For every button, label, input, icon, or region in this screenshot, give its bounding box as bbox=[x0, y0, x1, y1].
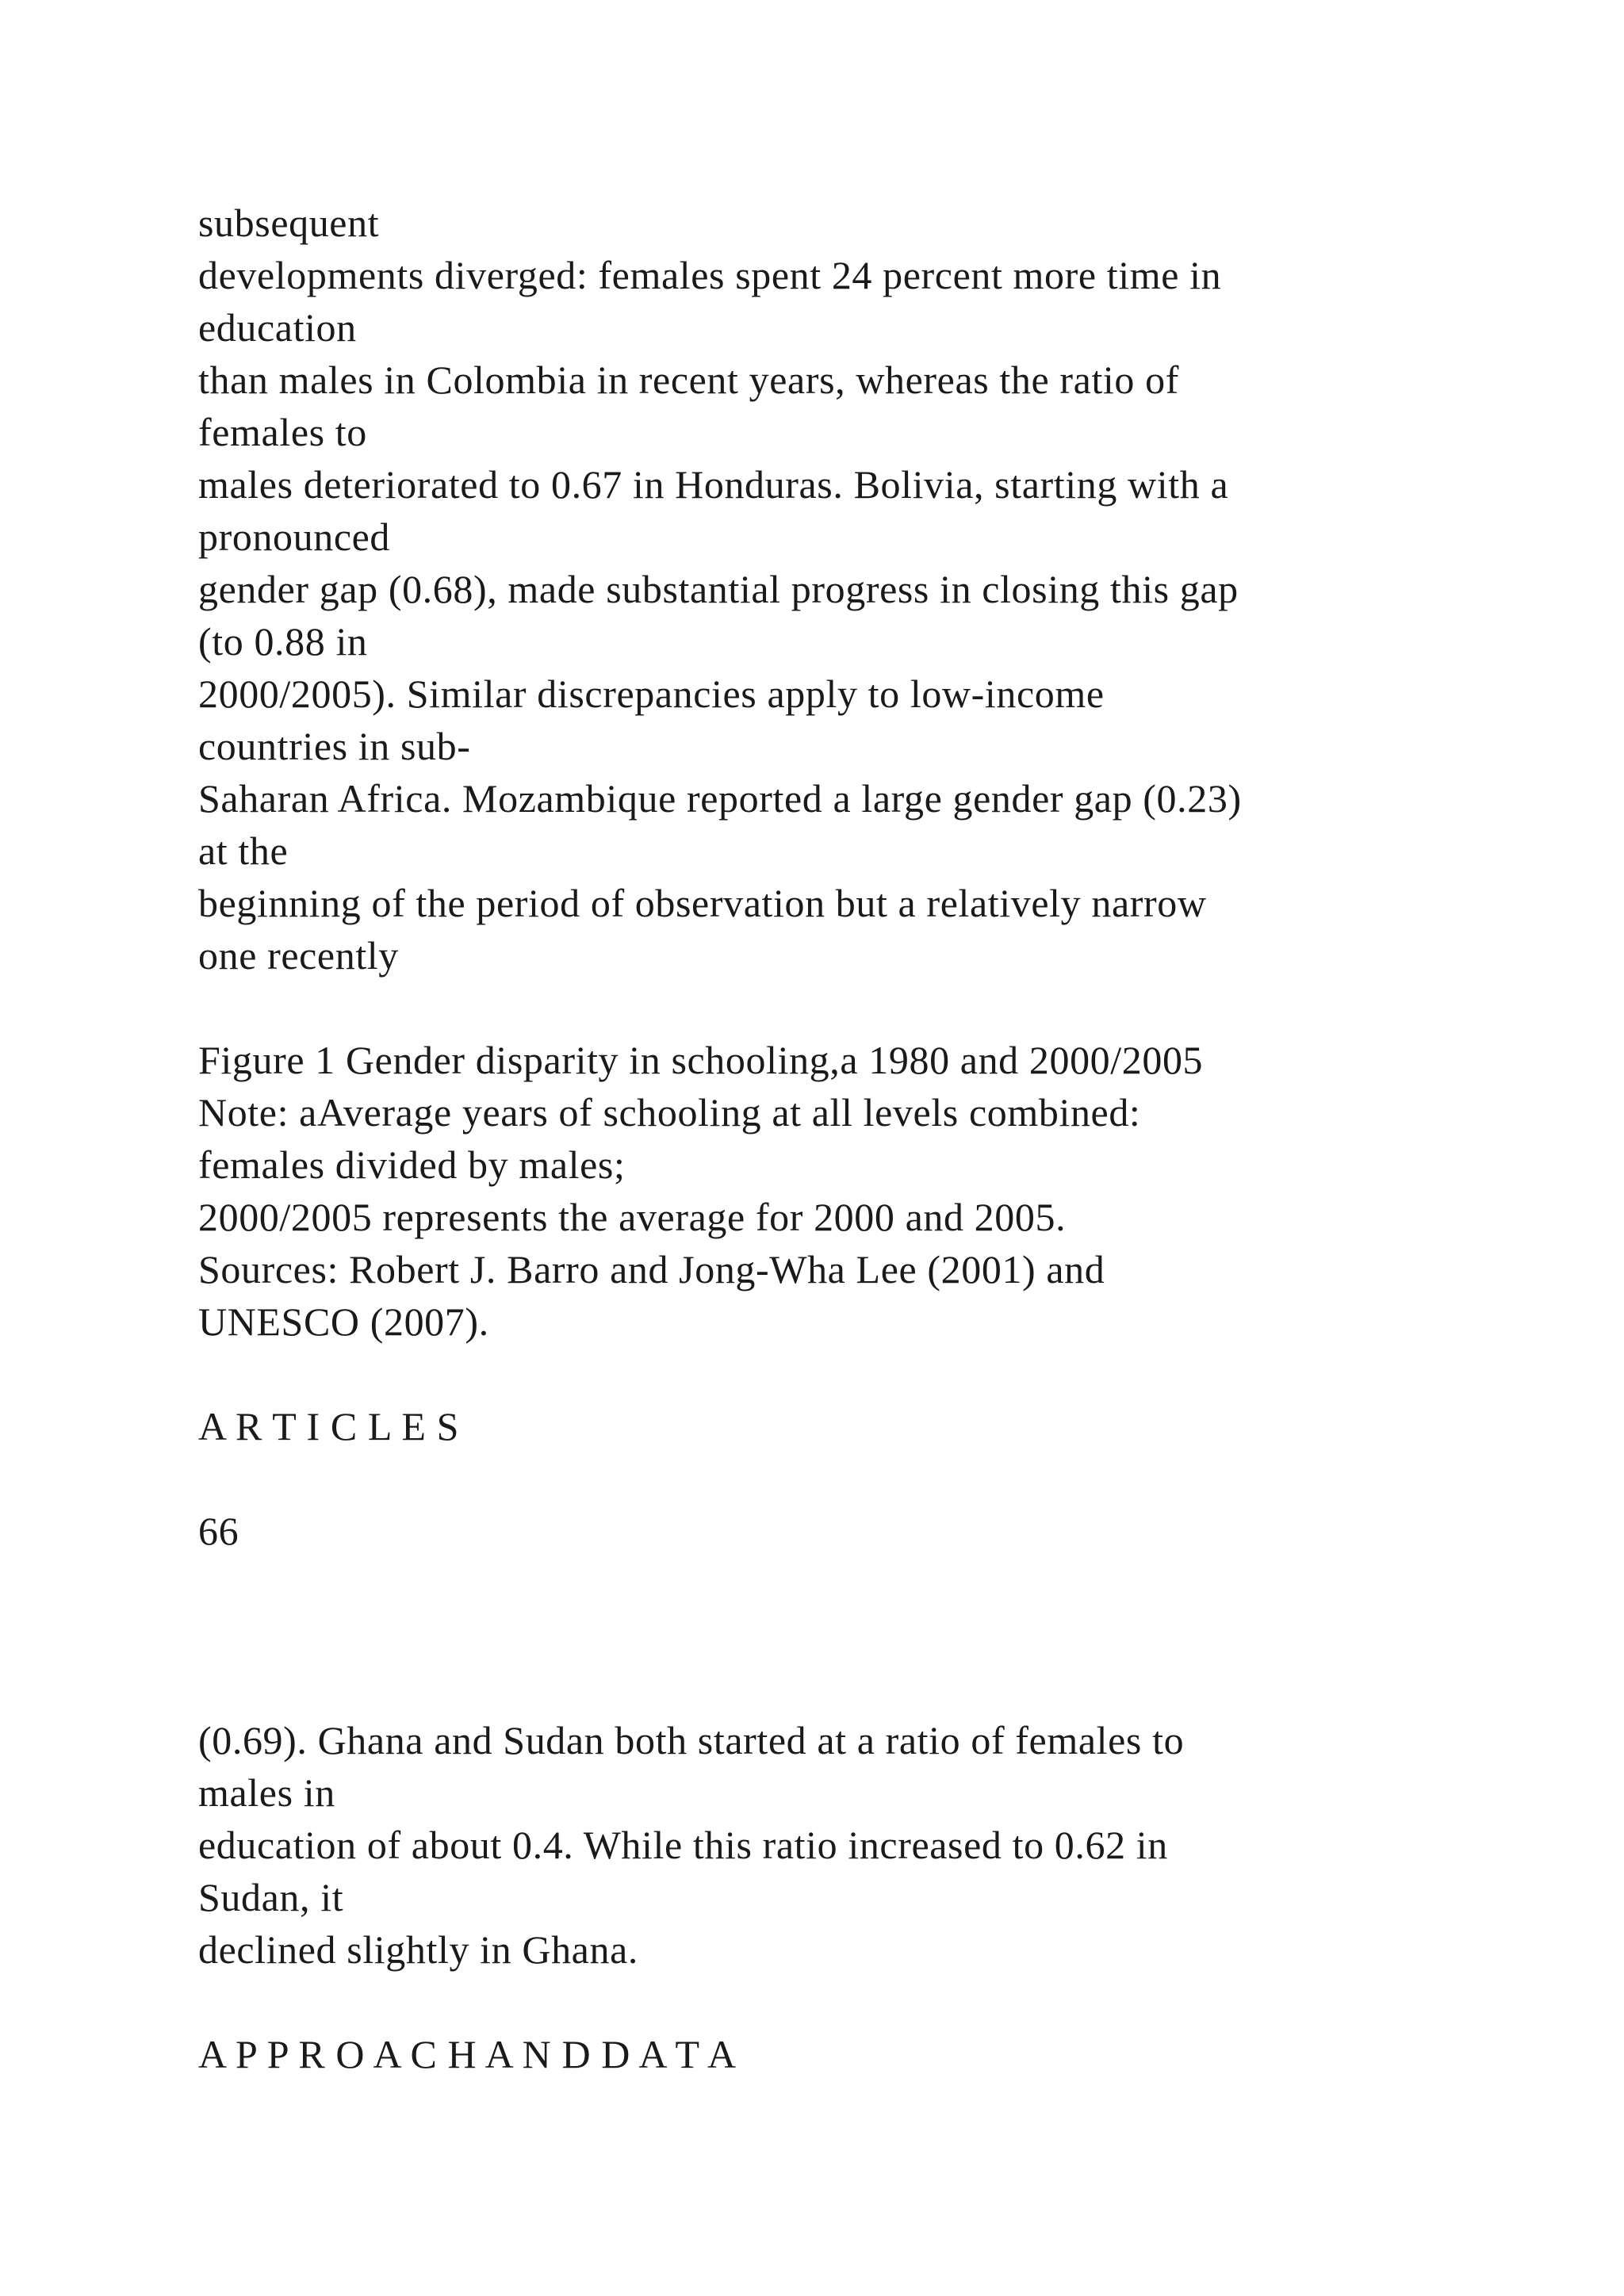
figure-caption: Figure 1 Gender disparity in schooling,a 1980 and 2000/2005 bbox=[198, 1038, 1204, 1082]
text-line: females to bbox=[198, 410, 367, 454]
text-line: 2000/2005). Similar discrepancies apply to low-income bbox=[198, 672, 1105, 716]
blank-line bbox=[198, 982, 1507, 1034]
text-line: at the bbox=[198, 828, 289, 873]
paragraph-2 bbox=[198, 1714, 1507, 1976]
text-line: gender gap (0.68), made substantial progress in closing this gap bbox=[198, 567, 1239, 611]
figure-sources-line: Sources: Robert J. Barro and Jong-Wha Lee (2001) and bbox=[198, 1247, 1105, 1292]
text-line: declined slightly in Ghana. bbox=[198, 1927, 638, 1972]
text-line: males in bbox=[198, 1770, 335, 1815]
figure-caption-block bbox=[198, 1034, 1507, 1348]
figure-sources-line: UNESCO (2007). bbox=[198, 1299, 489, 1344]
text-line: (0.69). Ghana and Sudan both started at a ratio of females to bbox=[198, 1718, 1185, 1762]
text-line: than males in Colombia in recent years, whereas the ratio of bbox=[198, 358, 1179, 402]
blank-space bbox=[198, 1557, 1507, 1714]
figure-note-line: 2000/2005 represents the average for 2000 and 2005. bbox=[198, 1195, 1067, 1239]
figure-note-line: females divided by males; bbox=[198, 1142, 626, 1187]
text-line: Sudan, it bbox=[198, 1875, 344, 1919]
section-heading: A P P R O A C H A N D D A T A bbox=[198, 2032, 737, 2076]
text-line: males deteriorated to 0.67 in Honduras. Bolivia, starting with a bbox=[198, 462, 1229, 507]
text-line: Saharan Africa. Mozambique reported a large gender gap (0.23) bbox=[198, 776, 1242, 821]
page-number: 66 bbox=[198, 1509, 239, 1553]
blank-line bbox=[198, 1976, 1507, 2028]
text-line: (to 0.88 in bbox=[198, 619, 368, 664]
figure-note-line: Note: aAverage years of schooling at all levels combined: bbox=[198, 1090, 1141, 1135]
text-line: countries in sub- bbox=[198, 724, 471, 768]
text-line: developments diverged: females spent 24 percent more time in bbox=[198, 253, 1222, 297]
blank-line bbox=[198, 1348, 1507, 1400]
document-page bbox=[198, 197, 1507, 2080]
section-label: A R T I C L E S bbox=[198, 1404, 459, 1448]
blank-line bbox=[198, 1452, 1507, 1505]
text-line: education of about 0.4. While this ratio increased to 0.62 in bbox=[198, 1823, 1168, 1867]
paragraph-1 bbox=[198, 197, 1507, 982]
text-line: one recently bbox=[198, 933, 399, 978]
text-line: subsequent bbox=[198, 201, 380, 245]
text-line: pronounced bbox=[198, 515, 391, 559]
text-line: education bbox=[198, 305, 357, 350]
text-line: beginning of the period of observation but a relatively narrow bbox=[198, 881, 1207, 925]
